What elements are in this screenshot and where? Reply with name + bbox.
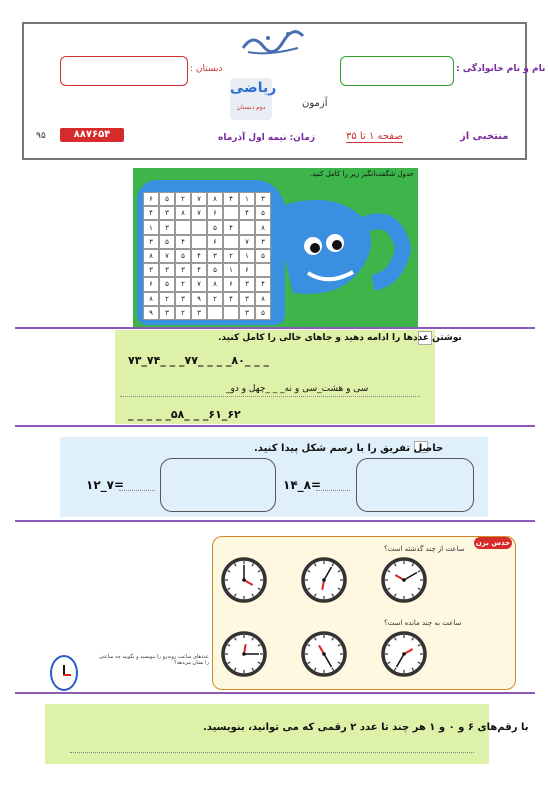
grid-cell: ۵ [255, 206, 271, 220]
grid-cell: ۳ [239, 292, 255, 306]
clock-side-note: عددهای ساعت روبه‌رو را بنویسید و بگویید چه ساعتی را نشان می‌دهد؟ [98, 654, 209, 666]
digits-section [45, 704, 489, 764]
elephant-face [273, 188, 413, 318]
grid-cell[interactable] [207, 306, 223, 320]
exam-label: آزمون [302, 98, 328, 109]
grid-cell: ۳ [255, 235, 271, 249]
year-label: ۹۵ [36, 131, 46, 141]
grid-cell: ۸ [143, 292, 159, 306]
subject-title: ریاضی [230, 80, 277, 96]
grid-cell: ۲ [159, 292, 175, 306]
clock-face [220, 556, 268, 604]
grid-cell: ۷ [191, 277, 207, 291]
grade-label: دوم دبستان [236, 104, 266, 111]
clock-face [380, 556, 428, 604]
sequence-line-2: سی و هشت_سی و نه_ _ _چهل و دو_ [226, 384, 369, 394]
family-name-field[interactable] [340, 56, 454, 86]
grid-cell: ۴ [255, 277, 271, 291]
grid-cell: ۵ [207, 263, 223, 277]
sequence-title: نوشتن عددها را ادامه دهید و جاهای خالی را کامل کنید. [218, 333, 462, 343]
grid-cell: ۴ [191, 263, 207, 277]
grid-cell: ۳ [175, 263, 191, 277]
question-remaining: ساعت به چند مانده است؟ [384, 619, 462, 627]
grid-cell: ۹ [143, 306, 159, 320]
grid-cell: ۳ [159, 263, 175, 277]
time-label: زمان: نیمه اول آذرماه [218, 133, 315, 143]
grid-cell: ۸ [143, 249, 159, 263]
grid-cell: ۱ [143, 220, 159, 234]
grid-cell: ۵ [255, 306, 271, 320]
grid-cell: ۸ [255, 292, 271, 306]
grid-cell: ۸ [207, 277, 223, 291]
grid-cell: ۳ [159, 306, 175, 320]
answer-left[interactable] [119, 490, 155, 491]
grid-cell: ۲ [175, 192, 191, 206]
grid-cell: ۵ [159, 235, 175, 249]
grid-cell: ۱ [239, 249, 255, 263]
digits-title: با رقم‌های ۶ و ۰ و ۱ هر چند تا عدد ۲ رقمی که می توانید، بنویسید. [203, 722, 529, 733]
grid-cell: ۳ [143, 263, 159, 277]
expression-left: ۱۲_۷= [86, 478, 125, 492]
school-label: دبستان : [190, 64, 223, 74]
bismillah-logo [238, 28, 308, 58]
grid-cell: ۳ [175, 292, 191, 306]
grid-cell: ۴ [223, 192, 239, 206]
guess-badge: حدس بزن [475, 539, 511, 547]
grid-cell: ۳ [159, 220, 175, 234]
pages-label: صفحه ۱ تا ۳۵ [346, 131, 403, 142]
clock-face [300, 556, 348, 604]
sudoku-grid [143, 192, 271, 320]
grid-cell: ۱ [223, 263, 239, 277]
grid-cell: ۸ [255, 220, 271, 234]
grid-cell: ۶ [223, 277, 239, 291]
grid-cell: ۲ [207, 292, 223, 306]
grid-cell: ۵ [255, 249, 271, 263]
clock-face [300, 630, 348, 678]
family-name-label: نام و نام خانوادگی : [456, 64, 546, 74]
grid-cell: ۴ [191, 249, 207, 263]
question-past: ساعت از چند گذشته است؟ [384, 545, 465, 553]
separator-1 [15, 327, 535, 329]
grid-cell: ۵ [207, 220, 223, 234]
grid-cell: ۴ [175, 235, 191, 249]
sequence-line-1: ۷۳_۷۴_ _ _۷۷_ _ _ _۸۰_ _ _ [128, 354, 270, 367]
subtraction-title: حاصل تفریق را با رسم شکل پیدا کنید. [254, 443, 444, 454]
grid-cell: ۲ [175, 306, 191, 320]
digits-answer-line[interactable] [70, 752, 474, 753]
puzzle-title: جدول شگفت‌انگیز زیر را کامل کنید. [310, 170, 414, 178]
separator-3 [15, 520, 535, 522]
grid-cell: ۵ [175, 249, 191, 263]
grid-cell[interactable] [175, 220, 191, 234]
clock-face [380, 630, 428, 678]
source-label: منتخبی از [460, 131, 509, 142]
clock-face [220, 630, 268, 678]
grid-cell: ۸ [207, 192, 223, 206]
digits-badge [60, 128, 124, 142]
separator-4 [15, 692, 535, 694]
grid-cell[interactable] [191, 220, 207, 234]
grid-cell[interactable] [223, 206, 239, 220]
grid-cell: ۴ [239, 206, 255, 220]
sequence-line-2-dots [120, 396, 420, 397]
expression-right: ۱۴_۸= [283, 478, 322, 492]
grid-cell: ۷ [159, 249, 175, 263]
grid-cell: ۳ [207, 249, 223, 263]
grid-cell: ۳ [159, 206, 175, 220]
grid-cell: ۷ [191, 206, 207, 220]
grid-cell: ۲ [223, 249, 239, 263]
grid-cell[interactable] [223, 306, 239, 320]
grid-cell[interactable] [239, 220, 255, 234]
subject-badge [230, 78, 277, 120]
grid-cell: ۶ [143, 277, 159, 291]
grid-cell: ۷ [239, 235, 255, 249]
school-name-field[interactable] [60, 56, 188, 86]
grid-cell[interactable] [223, 235, 239, 249]
small-clock-icon [50, 655, 78, 691]
answer-right[interactable] [316, 490, 350, 491]
grid-cell: ۶ [207, 235, 223, 249]
grid-cell: ۴ [143, 206, 159, 220]
grid-cell: ۵ [159, 192, 175, 206]
grid-cell: ۳ [191, 306, 207, 320]
grid-cell: ۶ [207, 206, 223, 220]
grid-cell: ۳ [239, 306, 255, 320]
grid-cell: ۵ [159, 277, 175, 291]
grid-cell: ۲ [175, 277, 191, 291]
puzzle-section [133, 168, 418, 328]
grid-cell: ۳ [143, 235, 159, 249]
grid-cell: ۶ [143, 192, 159, 206]
drawing-box-right[interactable] [356, 458, 474, 512]
grid-cell: ۸ [175, 206, 191, 220]
sequence-line-3: _ _ _ _ _۵۸_ _ _۶۱_۶۲ [128, 408, 241, 421]
digits-badge-text: ۸۸۷۶۵۴ [73, 129, 111, 140]
grid-cell: ۳ [239, 277, 255, 291]
grid-cell: ۳ [255, 192, 271, 206]
grid-cell[interactable] [255, 263, 271, 277]
grid-cell: ۹ [191, 292, 207, 306]
grid-cell: ۴ [223, 292, 239, 306]
grid-cell: ۶ [239, 263, 255, 277]
drawing-box-left[interactable] [160, 458, 276, 512]
grid-cell: ۴ [223, 220, 239, 234]
grid-cell: ۷ [191, 192, 207, 206]
grid-cell: ۱ [239, 192, 255, 206]
grid-cell[interactable] [191, 235, 207, 249]
separator-2 [15, 425, 535, 427]
